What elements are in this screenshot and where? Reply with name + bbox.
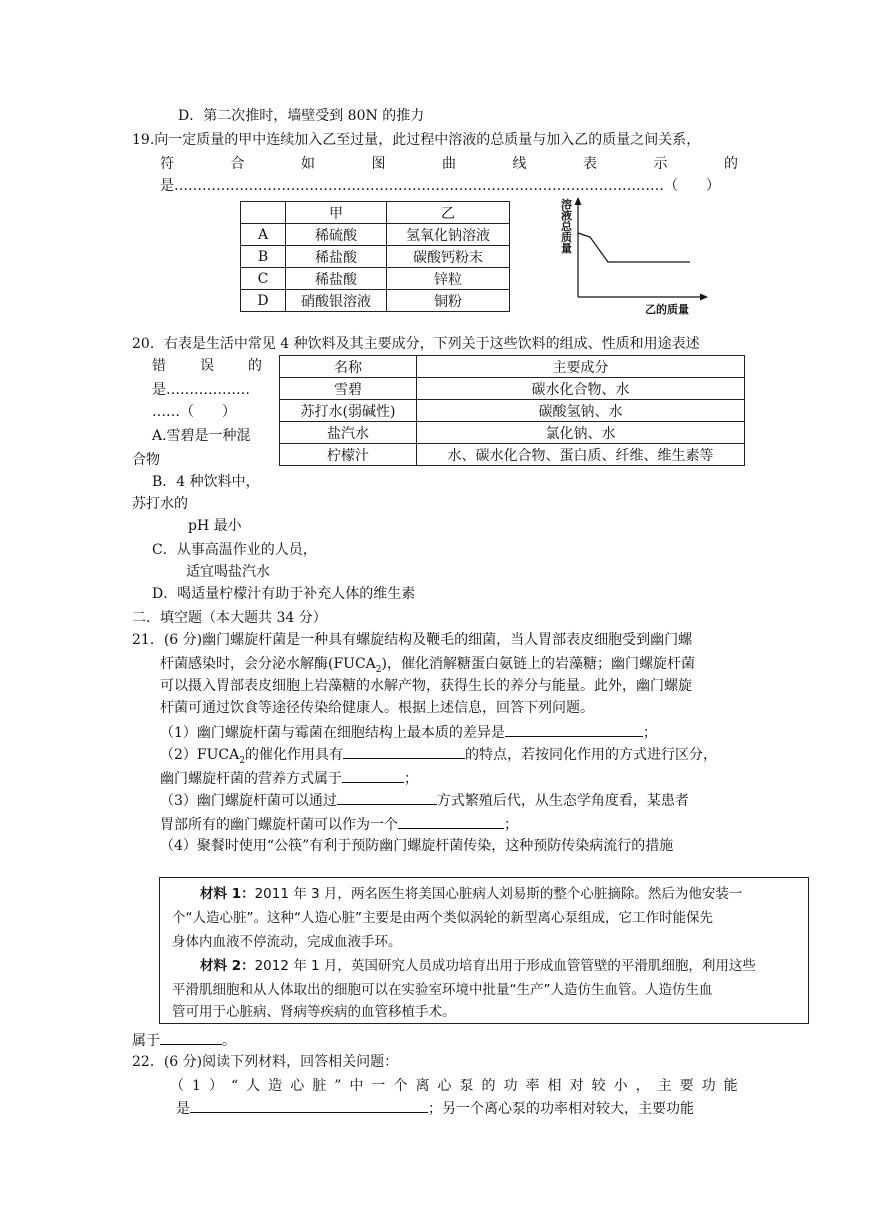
q22-char: 个 [393,1078,408,1094]
q18-option-d: D．第二次推时，墙壁受到 80N 的推力 [178,108,425,124]
q22-char: ” [334,1078,342,1094]
q19-word: 表 [583,156,597,172]
table-cell: 稀盐酸 [286,246,387,268]
q20-table [279,355,745,466]
q22-char: 功 [701,1078,716,1094]
table-row [241,202,510,224]
q19-stem-line2 [160,154,738,174]
q20-option-a-line1: A.雪碧是一种混 [152,428,251,444]
q22-text: ；另一个离心泵的功率相对较大，主要功能 [428,1101,694,1117]
table-row [280,356,745,378]
table-row [241,290,510,312]
material-text: 2011 年 3 月，两名医生将美国心脏病人刘易斯的整个心脏摘除。然后为他安装一 [254,886,743,902]
material1-line3: 身体内血液不停流动，完成血液手环。 [172,934,402,950]
q22-char: 一 [371,1078,386,1094]
q22-char: 中 [349,1078,364,1094]
q21-text: 的特点，若按同化作用的方式进行区分， [464,747,717,763]
q21-text: （1）幽门螺旋杆菌与霉菌在细胞结构上最本质的差异是 [160,725,505,741]
table-cell: 盐汽水 [280,422,417,444]
table-cell: 乙 [387,202,510,224]
q21-text: 幽门螺旋杆菌的营养方式属于 [160,771,342,787]
q22-char: 功 [503,1078,518,1094]
table-row [280,400,745,422]
q20-option-b-line2: 苏打水的 [132,496,188,512]
answer-blank[interactable] [343,744,465,759]
q22-char: 要 [679,1078,694,1094]
q20-option-b-line3: pH 最小 [188,518,242,534]
q19-graph-ylabel: 溶液总质量 [561,198,572,255]
q21-part2 [160,744,717,771]
q22-char: 脏 [312,1078,327,1094]
material1-line1 [200,884,742,904]
table-cell: 甲 [286,202,387,224]
table-cell: 主要成分 [417,356,745,378]
q22-char: 人 [246,1078,261,1094]
table-row [280,378,745,400]
q19-word: 如 [301,156,315,172]
q19-word: 图 [371,156,386,172]
q21-part4-tail [132,1030,236,1051]
answer-blank[interactable] [190,1098,428,1113]
table-cell: 稀盐酸 [286,268,387,290]
q22-char: “ [230,1078,239,1094]
q22-char: 心 [290,1078,305,1094]
q19-word: 合 [230,156,245,172]
q22-part1-line1 [170,1076,738,1096]
q22-char: 1 [192,1078,201,1094]
q22-char: 能 [723,1078,738,1094]
q22-char: 主 [657,1078,672,1094]
material1-line2: 个“人造心脏”。这种“人造心脏”主要是由两个类似涡轮的新型离心泵组成，它工作时能保先 [172,910,713,926]
q21-subscript: 2 [375,664,382,675]
q21-text: （3）幽门螺旋杆菌可以通过 [160,793,337,809]
section-heading: 二．填空题（本大题共 34 分） [132,610,327,626]
q22-char: 相 [547,1078,562,1094]
material2-line2: 平滑肌细胞和从人体取出的细胞可以在实验室环境中批量“生产”人造仿生血管。人造仿生血 [172,982,713,998]
table-cell: 锌粒 [387,268,510,290]
q21-stem-line3: 可以摄入胃部表皮细胞上岩藻糖的水解产物，获得生长的养分与能量。此外，幽门螺旋 [160,678,692,694]
q19-word: 符 [160,156,174,172]
q21-text: ； [642,725,657,741]
material-box [159,877,809,1024]
table-cell: 雪碧 [280,378,417,400]
q20-option-c-line2: 适宜喝盐汽水 [186,564,270,580]
answer-blank[interactable] [160,1030,222,1045]
q22-char: 心 [437,1078,452,1094]
q19-word: 线 [512,156,527,172]
table-cell: 水、碳水化合物、蛋白质、纤维、维生素等 [417,444,745,466]
table-cell: B [241,246,286,268]
q20-word: 错 [152,358,166,374]
q19-graph-xlabel: 乙的质量 [645,303,689,316]
q19-word: 的 [724,156,738,172]
q21-text: ； [504,817,518,833]
material2-title: 材料 2： [200,958,255,974]
answer-blank[interactable] [398,814,504,829]
table-cell: 碳酸钙粉末 [387,246,510,268]
q20-option-b-line1: B．4 种饮料中， [152,474,260,490]
q22-char: 对 [569,1078,584,1094]
q19-word: 示 [653,156,668,172]
table-row [280,422,745,444]
q21-text: ； [404,771,418,787]
table-cell: 碳酸氢钠、水 [417,400,745,422]
q21-part3 [160,790,689,811]
q21-subscript: 2 [239,755,245,766]
q20-word: 的 [248,358,262,374]
answer-blank[interactable] [505,722,643,737]
q22-char: 泵 [459,1078,474,1094]
table-cell: 氢氧化钠溶液 [387,224,510,246]
q22-char: （ [170,1078,184,1094]
curve-line [578,233,690,262]
table-row [241,224,510,246]
table-cell: D [241,290,286,312]
x-axis-arrow-icon [700,294,708,301]
q21-text: )，催化消解糖蛋白氨链上的岩藻糖；幽门螺旋杆菌 [381,656,695,672]
q21-text: 属于 [132,1033,160,1049]
q22-text: 是 [176,1101,190,1117]
y-axis-arrow-icon [575,197,582,205]
q21-stem-line1: 21．(6 分)幽门螺旋杆菌是一种具有螺旋结构及鞭毛的细菌，当人胃部表皮细胞受到幽门螺 [132,632,693,648]
q19-graph [550,195,720,320]
q19-stem-line3: 是……………………………………………………………………………………………（ ） [160,178,720,194]
table-cell: 名称 [280,356,417,378]
table-row [280,444,745,466]
q21-part2-cont [160,768,418,789]
q22-char: 离 [415,1078,430,1094]
q21-part3-cont [160,814,518,835]
table-row [241,246,510,268]
table-cell: A [241,224,286,246]
q19-stem-line1: 19.向一定质量的甲中连续加入乙至过量，此过程中溶液的总质量与加入乙的质量之间关系， [132,132,701,148]
table-row [241,268,510,290]
q21-text: 的催化作用具有 [244,747,343,763]
q20-stem-line4: ……（ ） [152,404,236,420]
q20-word: 误 [200,358,214,374]
q20-stem-line1: 20．右表是生活中常见 4 种饮料及其主要成分，下列关于这些饮料的组成、性质和用途表述 [132,336,700,352]
table-cell: 铜粉 [387,290,510,312]
q22-char: 小 [613,1078,628,1094]
table-cell: 氯化钠、水 [417,422,745,444]
q22-stem-line1: 22．(6 分)阅读下列材料，回答相关问题： [132,1054,399,1070]
q19-table [240,201,510,312]
table-cell [241,202,286,224]
q21-text: （2）FUCA [160,747,240,763]
table-cell: 稀硫酸 [286,224,387,246]
q22-char: 较 [591,1078,606,1094]
q21-stem-line4: 杆菌可通过饮食等途径传染给健康人。根据上述信息，回答下列问题。 [160,700,594,716]
table-cell: 柠檬汁 [280,444,417,466]
q22-char: 造 [268,1078,283,1094]
table-cell: 硝酸银溶液 [286,290,387,312]
q21-text: 胃部所有的幽门螺旋杆菌可以作为一个 [160,817,398,833]
q21-part1 [160,722,657,743]
material-text: 2012 年 1 月，英国研究人员成功培育出用于形成血管管壁的平滑肌细胞，利用这些 [254,958,756,974]
q20-option-d: D．喝适量柠檬汁有助于补充人体的维生素 [152,586,416,602]
q19-word: 曲 [442,156,456,172]
q20-option-c-line1: C．从事高温作业的人员， [152,542,317,558]
q20-stem-line3: 是……………… [152,382,250,398]
material2-line1 [200,956,756,976]
q22-part1-line2 [176,1098,694,1119]
table-cell: 苏打水(弱碱性) [280,400,417,422]
q21-text: 杆菌感染时，会分泌水解酶(FUCA [160,656,376,672]
table-cell: 碳水化合物、水 [417,378,745,400]
q22-char: 率 [525,1078,540,1094]
material2-line3: 管可用于心脏病、肾病等疾病的血管移植手术。 [172,1004,456,1020]
q22-char: ， [635,1078,650,1094]
q22-char: 的 [481,1078,496,1094]
q21-part4: （4）聚餐时使用“公筷”有利于预防幽门螺旋杆菌传染，这种预防传染病流行的措施 [160,838,674,854]
answer-blank[interactable] [342,768,404,783]
q20-option-a-line2: 合物 [132,452,160,468]
q21-text: 方式繁殖后代，从生态学角度看，某患者 [436,793,689,809]
q20-stem-line2 [152,356,262,376]
material1-title: 材料 1： [200,886,255,902]
q21-text: 。 [222,1033,236,1049]
q22-char: ） [208,1078,223,1094]
table-cell: C [241,268,286,290]
answer-blank[interactable] [337,790,437,805]
